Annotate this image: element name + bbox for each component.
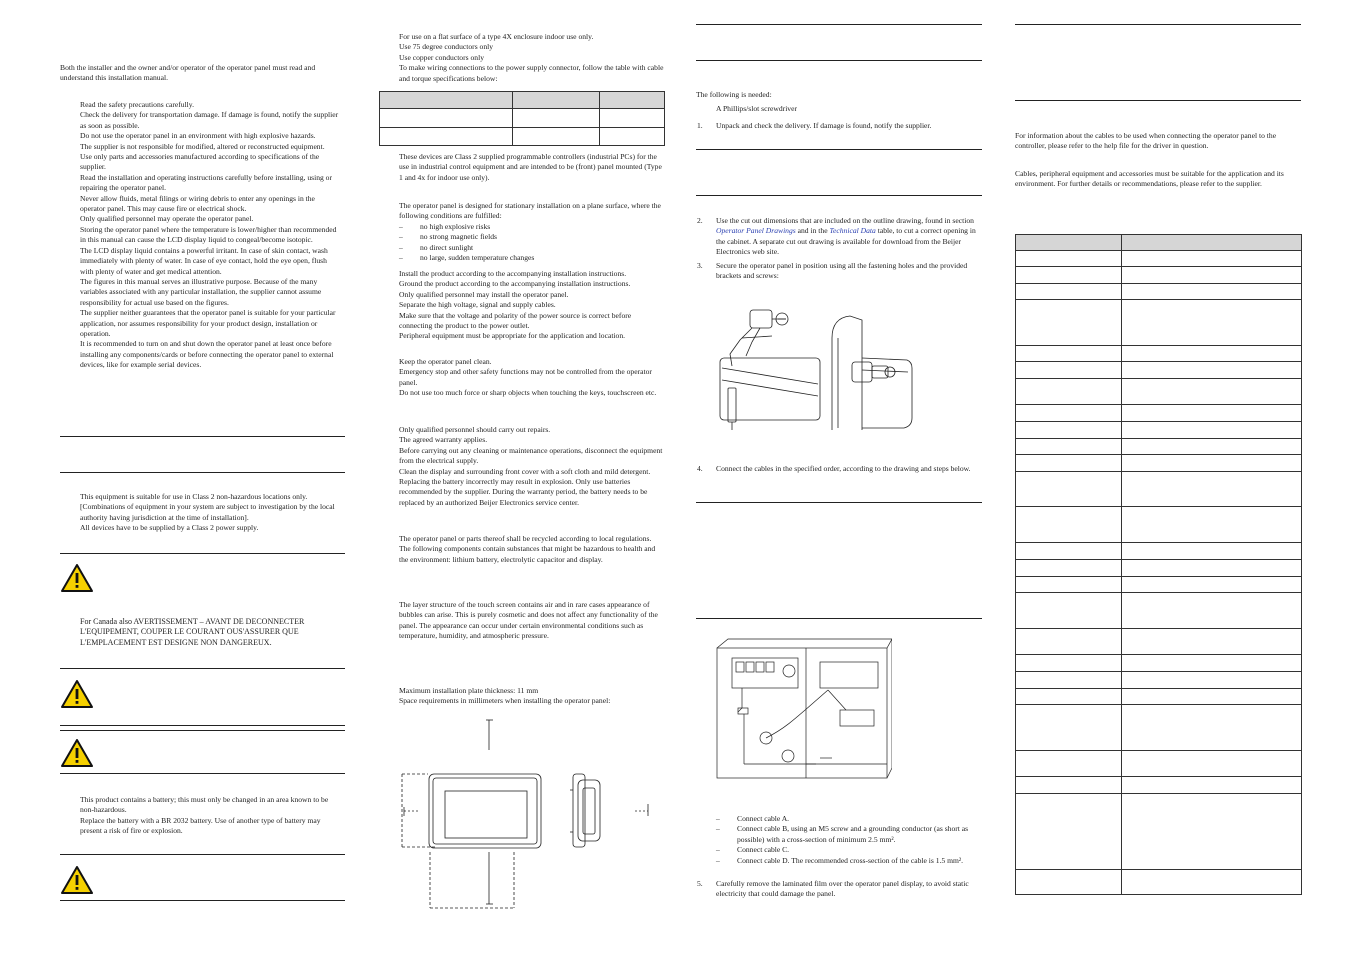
installation-rules bbox=[399, 269, 664, 342]
battery-paragraph bbox=[80, 795, 342, 837]
table-cell bbox=[1016, 751, 1122, 777]
list-item: – Connect cable B, using an M5 screw and a grounding conductor (as short as possible) with a cross-section of minimum 2.5 mm². bbox=[737, 824, 977, 845]
class2-paragraph bbox=[80, 492, 342, 534]
install-item: Only qualified personnel may install the operator panel. bbox=[399, 289, 569, 299]
operator-panel-drawings-link[interactable]: Operator Panel Drawings bbox=[716, 226, 796, 236]
cable-steps-list bbox=[737, 814, 977, 866]
precaution-item: The figures in this manual serves an illustrative purpose. Because of the many variables associated with any particular installation, the supplier cannot assume responsibility for actual use based on the figures. bbox=[80, 276, 322, 307]
step-number: 4. bbox=[697, 464, 703, 473]
section-rule bbox=[696, 60, 982, 61]
step-2-text bbox=[716, 216, 980, 258]
table-cell bbox=[1016, 560, 1122, 577]
cable-connection-drawing bbox=[716, 638, 892, 782]
table-header-cell bbox=[380, 92, 513, 109]
section-rule bbox=[60, 773, 345, 774]
needed-text: The following is needed: bbox=[696, 90, 772, 99]
ul-notes bbox=[399, 32, 664, 84]
table-cell bbox=[1016, 379, 1122, 405]
table-cell bbox=[1016, 629, 1122, 655]
step-3-text: Secure the operator panel in position using all the fastening holes and the provided brackets and screws: bbox=[716, 261, 968, 281]
table-cell bbox=[600, 109, 665, 128]
section-rule bbox=[60, 854, 345, 855]
list-item: – Connect cable C. bbox=[737, 845, 977, 855]
step-number: 2. bbox=[697, 216, 703, 225]
step-2-part: and in the bbox=[795, 226, 830, 236]
table-cell bbox=[1122, 251, 1302, 267]
table-header-cell bbox=[600, 92, 665, 109]
environment-intro: The operator panel is designed for stationary installation on a plane surface, where the following conditions are fulfilled: bbox=[399, 201, 661, 221]
table-cell bbox=[1016, 422, 1122, 439]
install-item: Separate the high voltage, signal and supply cables. bbox=[399, 300, 556, 310]
step-2-part: Use the cut out dimensions that are included on the outline drawing, found in section bbox=[716, 216, 974, 225]
precaution-item: Check the delivery for transportation damage. If damage is found, notify the supplier as soon as possible. bbox=[80, 110, 339, 130]
list-item: – no strong magnetic fields bbox=[420, 232, 660, 242]
section-rule bbox=[60, 436, 345, 437]
list-item: – no large, sudden temperature changes bbox=[420, 253, 660, 263]
list-item: – no direct sunlight bbox=[420, 243, 660, 253]
section-rule bbox=[60, 553, 345, 554]
technical-data-table bbox=[1015, 234, 1302, 895]
peripheral-note: Cables, peripheral equipment and accessories must be suitable for the application and its environment. For further details or recommendations, please refer to the supplier. bbox=[1015, 169, 1284, 189]
install-item: Install the product according to the accompanying installation instructions. bbox=[399, 269, 627, 278]
use-item: Do not use too much force or sharp objects when touching the keys, touchscreen etc. bbox=[399, 388, 657, 398]
service-item: Clean the display and surrounding front cover with a soft cloth and mild detergent. bbox=[399, 466, 651, 476]
section-rule bbox=[1015, 24, 1301, 25]
table-cell bbox=[1122, 472, 1302, 507]
warning-icon bbox=[60, 738, 94, 768]
table-cell bbox=[1016, 672, 1122, 689]
table-cell bbox=[1122, 300, 1302, 346]
table-cell bbox=[1016, 655, 1122, 672]
section-rule bbox=[60, 472, 345, 473]
table-cell bbox=[1016, 405, 1122, 422]
table-cell bbox=[1016, 346, 1122, 362]
section-rule bbox=[696, 195, 982, 196]
table-cell bbox=[1016, 577, 1122, 593]
table-cell bbox=[1122, 577, 1302, 593]
table-cell bbox=[513, 109, 600, 128]
table-cell bbox=[1016, 689, 1122, 705]
table-cell bbox=[1016, 777, 1122, 794]
section-rule bbox=[696, 618, 982, 619]
table-cell bbox=[600, 128, 665, 146]
precaution-item: Storing the operator panel where the temperature is lower/higher than recommended in this manual can cause the LCD display liquid to congeal/become isotopic. bbox=[80, 224, 337, 245]
table-cell bbox=[1122, 422, 1302, 439]
precaution-item: The supplier neither guarantees that the operator panel is suitable for your particular application, nor assumes responsibility for your product design, installation or operation. bbox=[80, 308, 336, 338]
table-cell bbox=[1016, 284, 1122, 300]
dismantle-item: The operator panel or parts thereof shall be recycled according to local regulations. bbox=[399, 534, 652, 543]
list-item: – Connect cable D. The recommended cross-section of the cable is 1.5 mm². bbox=[737, 856, 977, 866]
precaution-item: Only qualified personnel may operate the operator panel. bbox=[80, 214, 254, 224]
step-number: 3. bbox=[697, 261, 703, 270]
battery-replace-text: Replace the battery with a BR 2032 battery. Use of another type of battery may present a risk of fire or explosion. bbox=[80, 815, 321, 836]
table-cell bbox=[1122, 870, 1302, 895]
precaution-item: Read the safety precautions carefully. bbox=[80, 100, 194, 109]
space-requirements-text bbox=[399, 686, 664, 707]
step-number: 5. bbox=[697, 879, 703, 888]
precaution-item: Use only parts and accessories manufactured according to specifications of the supplier. bbox=[80, 152, 320, 172]
section-rule bbox=[696, 502, 982, 503]
ul-note: For use on a flat surface of a type 4X enclosure indoor use only. bbox=[399, 32, 594, 41]
precaution-item: The LCD display liquid contains a powerful irritant. In case of skin contact, wash immediately with plenty of water. In case of eye contact, hold the eye open, flush with plenty of water and get medical attention. bbox=[80, 245, 328, 276]
section-rule bbox=[696, 24, 982, 25]
precaution-item: Read the installation and operating instructions carefully before installing, using or repairing the operator panel. bbox=[80, 172, 333, 193]
cables-note: For information about the cables to be used when connecting the operator panel to the controller, please refer to the help file for the driver in question. bbox=[1015, 131, 1277, 151]
table-cell bbox=[1016, 251, 1122, 267]
table-cell bbox=[1122, 362, 1302, 379]
safety-precautions-list bbox=[80, 100, 342, 371]
table-cell bbox=[1122, 777, 1302, 794]
step-5-text: Carefully remove the laminated film over the operator panel display, to avoid static electricity that could damage the panel. bbox=[716, 879, 969, 899]
step-2-part: table, to cut a correct opening in the cabinet. A separate cut out drawing is available for download from the Beijer Electronics web site. bbox=[716, 226, 976, 257]
section-rule bbox=[1015, 100, 1301, 101]
tool-text: A Phillips/slot screwdriver bbox=[716, 104, 797, 113]
class2-text: This equipment is suitable for use in Class 2 non-hazardous locations only. [Combinations of equipment in your system are subject to investigation by the local authority having jurisdiction at the time of installation]. bbox=[80, 492, 335, 522]
table-cell bbox=[1016, 593, 1122, 629]
table-cell bbox=[1016, 705, 1122, 751]
step-number: 1. bbox=[697, 121, 703, 130]
table-cell bbox=[1122, 655, 1302, 672]
dismantling-text bbox=[399, 534, 664, 565]
table-cell bbox=[1122, 405, 1302, 422]
precaution-item: The supplier is not responsible for modified, altered or reconstructed equipment. bbox=[80, 141, 325, 151]
table-header-cell bbox=[513, 92, 600, 109]
table-cell bbox=[1016, 439, 1122, 455]
service-item: The agreed warranty applies. bbox=[399, 435, 488, 445]
warning-icon bbox=[60, 865, 94, 895]
table-cell bbox=[1122, 560, 1302, 577]
table-cell bbox=[1122, 751, 1302, 777]
table-cell bbox=[1016, 267, 1122, 284]
bracket-mounting-drawing bbox=[712, 298, 922, 438]
use-rules bbox=[399, 357, 664, 399]
table-cell bbox=[1122, 689, 1302, 705]
environment-list bbox=[420, 222, 660, 264]
precaution-item: Never allow fluids, metal filings or wiring debris to enter any openings in the operator panel. This may cause fire or electrical shock. bbox=[80, 193, 315, 214]
ul-note: Use copper conductors only bbox=[399, 52, 484, 62]
table-cell bbox=[1122, 439, 1302, 455]
table-cell bbox=[1122, 284, 1302, 300]
table-cell bbox=[1122, 346, 1302, 362]
canada-warning: For Canada also AVERTISSEMENT – AVANT DE DECONNECTER L'EQUIPEMENT, COUPER LE COURANT OUS'ASSURER QUE L'EMPLACEMENT EST DESIGNE NON DANGEREUX. bbox=[80, 617, 305, 647]
class2-supply-text: All devices have to be supplied by a Class 2 power supply. bbox=[80, 523, 259, 533]
section-rule bbox=[60, 668, 345, 669]
battery-text: This product contains a battery; this must only be changed in an area known to be non-hazardous. bbox=[80, 795, 329, 815]
ul-note: Use 75 degree conductors only bbox=[399, 42, 494, 52]
table-cell bbox=[1016, 455, 1122, 472]
install-item: Ground the product according to the accompanying installation instructions. bbox=[399, 279, 631, 289]
section-rule bbox=[60, 730, 345, 731]
table-cell bbox=[1016, 362, 1122, 379]
service-item: Before carrying out any cleaning or maintenance operations, disconnect the equipment from the electrical supply. bbox=[399, 445, 663, 466]
table-cell bbox=[380, 109, 513, 128]
space-item: Maximum installation plate thickness: 11 mm bbox=[399, 686, 539, 695]
table-cell bbox=[1122, 593, 1302, 629]
section-rule bbox=[60, 725, 345, 726]
warning-icon bbox=[60, 563, 94, 593]
ul-note: To make wiring connections to the power supply connector, follow the table with cable and torque specifications below: bbox=[399, 63, 664, 83]
section-rule bbox=[696, 149, 982, 150]
table-cell bbox=[1122, 543, 1302, 560]
step-1-text: Unpack and check the delivery. If damage is found, notify the supplier. bbox=[716, 121, 932, 130]
precaution-item: It is recommended to turn on and shut down the operator panel at least once before installing any components/cards or before connecting the operator panel to external devices, like for example serial devices. bbox=[80, 339, 334, 370]
table-header-cell bbox=[1122, 235, 1302, 251]
table-cell bbox=[1016, 543, 1122, 560]
table-cell bbox=[1122, 455, 1302, 472]
table-cell bbox=[1122, 507, 1302, 543]
touchscreen-appearance-text: The layer structure of the touch screen contains air and in rare cases appearance of bubbles can arise. This is purely cosmetic and does not affect any functionality of the panel. The appearance can occur under certain environmental conditions such as temperature, humidity, and atmospheric pressure. bbox=[399, 600, 658, 641]
table-cell bbox=[1016, 794, 1122, 870]
service-rules bbox=[399, 425, 664, 508]
technical-data-link[interactable]: Technical Data bbox=[829, 226, 876, 236]
table-cell bbox=[1122, 794, 1302, 870]
table-cell bbox=[1016, 472, 1122, 507]
space-item: Space requirements in millimeters when installing the operator panel: bbox=[399, 696, 611, 706]
dismantle-item: The following components contain substances that might be hazardous to health and the environment: lithium battery, electrolytic capacitor and display. bbox=[399, 544, 656, 564]
table-cell bbox=[380, 128, 513, 146]
table-cell bbox=[1122, 672, 1302, 689]
step-4-text: Connect the cables in the specified order, according to the drawing and steps below. bbox=[716, 464, 971, 473]
precaution-item: Do not use the operator panel in an environment with high explosive hazards. bbox=[80, 131, 316, 141]
intro-paragraph: Both the installer and the owner and/or operator of the operator panel must read and understand this installation manual. bbox=[60, 63, 316, 83]
use-item: Emergency stop and other safety functions may not be controlled from the operator panel. bbox=[399, 367, 652, 387]
table-cell bbox=[1016, 870, 1122, 895]
table-cell bbox=[1016, 300, 1122, 346]
table-cell bbox=[513, 128, 600, 146]
service-item: Replacing the battery incorrectly may result in explosion. Only use batteries recommended by the supplier. During the warranty period, the battery needs to be replaced by an authorized Beijer Electronics service center. bbox=[399, 477, 648, 507]
space-requirements-drawing bbox=[390, 712, 670, 912]
list-item: – no high explosive risks bbox=[420, 222, 660, 232]
class2-device-text: These devices are Class 2 supplied programmable controllers (industrial PCs) for the use in industrial control equipment and are intended to be (front) panel mounted (Type 1 and 4x for indoor use only). bbox=[399, 152, 662, 182]
use-item: Keep the operator panel clean. bbox=[399, 357, 492, 366]
install-item: Peripheral equipment must be appropriate for the application and location. bbox=[399, 331, 626, 341]
table-header-cell bbox=[1016, 235, 1122, 251]
install-item: Make sure that the voltage and polarity of the power source is correct before connecting the product to the power outlet. bbox=[399, 310, 632, 331]
section-rule bbox=[60, 900, 345, 901]
table-cell bbox=[1122, 705, 1302, 751]
table-cell bbox=[1122, 629, 1302, 655]
warning-icon bbox=[60, 679, 94, 709]
table-cell bbox=[1122, 267, 1302, 284]
table-cell bbox=[1016, 507, 1122, 543]
list-item: – Connect cable A. bbox=[737, 814, 977, 824]
service-item: Only qualified personnel should carry out repairs. bbox=[399, 425, 551, 434]
torque-spec-table bbox=[379, 91, 665, 146]
table-cell bbox=[1122, 379, 1302, 405]
